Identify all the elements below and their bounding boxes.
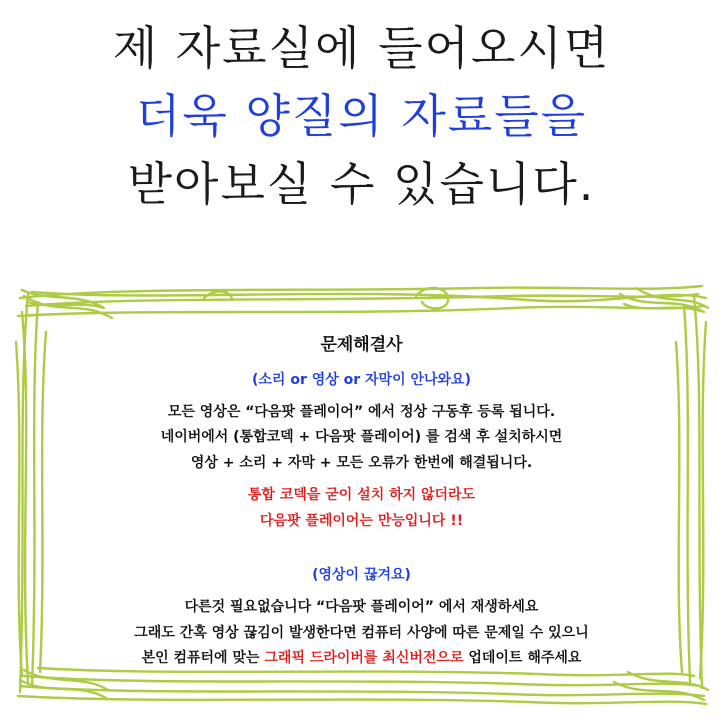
section2-line-1: 다른것 필요없습니다 “다음팟 플레이어” 에서 재생하세요 — [184, 599, 539, 616]
section2-last-part3: 업데이트 해주세요 — [463, 650, 582, 667]
section1-warn-1: 통합 코덱을 굳이 설치 하지 않더라도 — [247, 487, 476, 504]
section1-line-2: 네이버에서 (통합코덱 + 다음팟 플레이어) 를 검색 후 설치하시면 — [160, 429, 563, 446]
headline-line-3: 받아보실 수 있습니다. — [127, 157, 596, 212]
section1-warn-2: 다음팟 플레이어는 만능입니다 !! — [259, 512, 464, 529]
headline-block — [0, 14, 723, 218]
section2-last-part2: 그래픽 드라이버를 최신버전으로 — [264, 650, 464, 667]
section2-heading: (영상이 끊겨요) — [312, 567, 411, 584]
section2-last-line — [36, 646, 687, 671]
spacer-2 — [36, 534, 687, 564]
section2-line-2: 그래도 간혹 영상 끊김이 발생한다면 컴퓨터 사양에 따른 문제일 수 있으니 — [134, 624, 589, 641]
headline-line-1: 제 자료실에 들어오시면 — [112, 21, 611, 75]
section1-heading: (소리 or 영상 or 자막이 안나와요) — [252, 372, 471, 388]
headline-line-2: 더욱 양질의 자료들을 — [135, 89, 588, 144]
spacer-1 — [36, 476, 687, 483]
section1-line-1: 모든 영상은 “다음팟 플레이어” 에서 정상 구동후 등록 됩니다. — [167, 404, 556, 420]
section2-last-part1: 본인 컴퓨터에 맞는 — [141, 650, 265, 667]
notice-title: 문제해결사 — [320, 335, 403, 355]
notice-block — [36, 330, 687, 672]
section1-line-3: 영상 + 소리 + 자막 + 모든 오류가 한번에 해결됩니다. — [190, 454, 533, 471]
